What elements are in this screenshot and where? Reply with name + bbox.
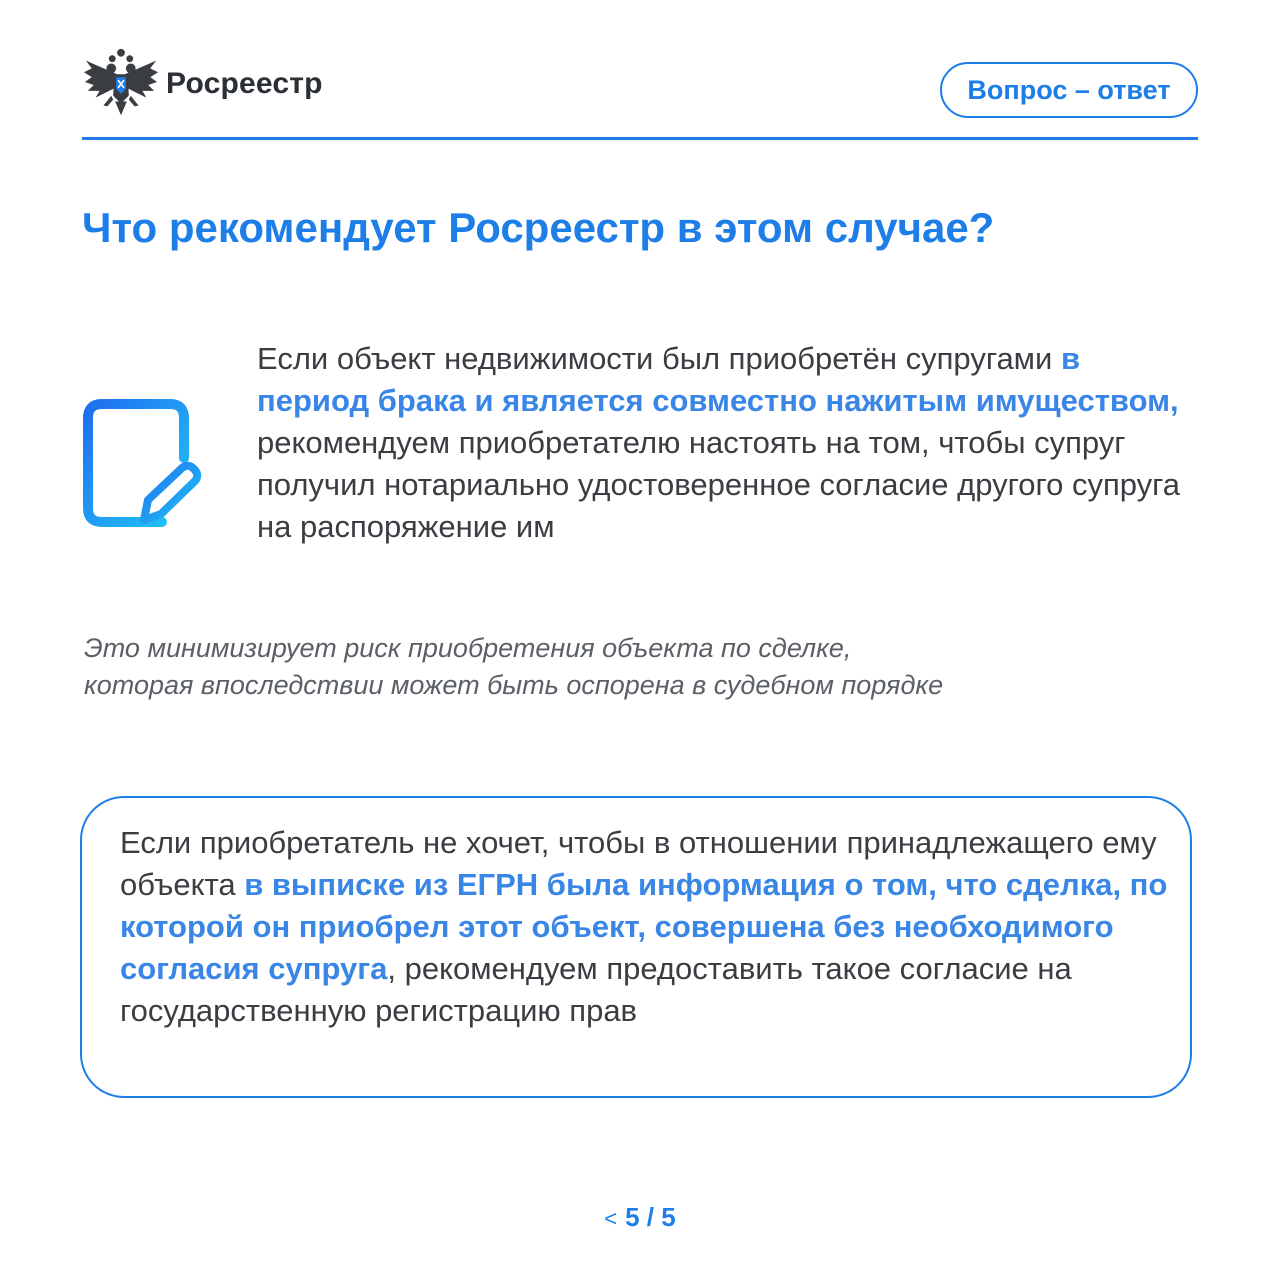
risk-note [84,630,1184,704]
document-pencil-icon [82,396,204,530]
question-answer-badge: Вопрос – ответ [940,62,1198,118]
recommendation-text-part2: рекомендуем приобретателю настоять на том, чтобы супруг получил нотариально удостоверенное согласие другого супруга на распоряжение им [257,425,1181,544]
consent-text-part2: , рекомендуем предоставить такое согласие на государственную регистрацию прав [120,951,1072,1028]
consent-text-part1: Если приобретатель не хочет, чтобы в отношении принадлежащего ему объекта [120,825,1157,902]
consent-card [80,796,1192,1098]
consent-highlight: в выписке из ЕГРН была информация о том, что сделка, по которой он приобрел этот объект, совершена без необходимого согласия супруга [120,867,1168,986]
risk-note-line1: Это минимизирует риск приобретения объекта по сделке, [84,633,852,663]
recommendation-text [257,338,1197,548]
brand-name: Росреестр [166,67,323,100]
chevron-left-icon[interactable]: < [604,1206,618,1231]
page-title: Что рекомендует Росреестр в этом случае? [82,204,995,251]
header [82,44,1198,140]
logo [82,44,323,124]
pager [0,1202,1280,1233]
recommendation-highlight: в период брака и является совместно нажитым имуществом, [257,341,1179,418]
recommendation-text-part1: Если объект недвижимости был приобретён супругами [257,341,1061,376]
page-indicator: 5 / 5 [625,1202,676,1232]
risk-note-line2: которая впоследствии может быть оспорена в судебном порядке [84,670,944,700]
rosreestr-eagle-icon [82,45,160,123]
header-divider [82,137,1198,140]
consent-card-text [120,822,1170,1032]
